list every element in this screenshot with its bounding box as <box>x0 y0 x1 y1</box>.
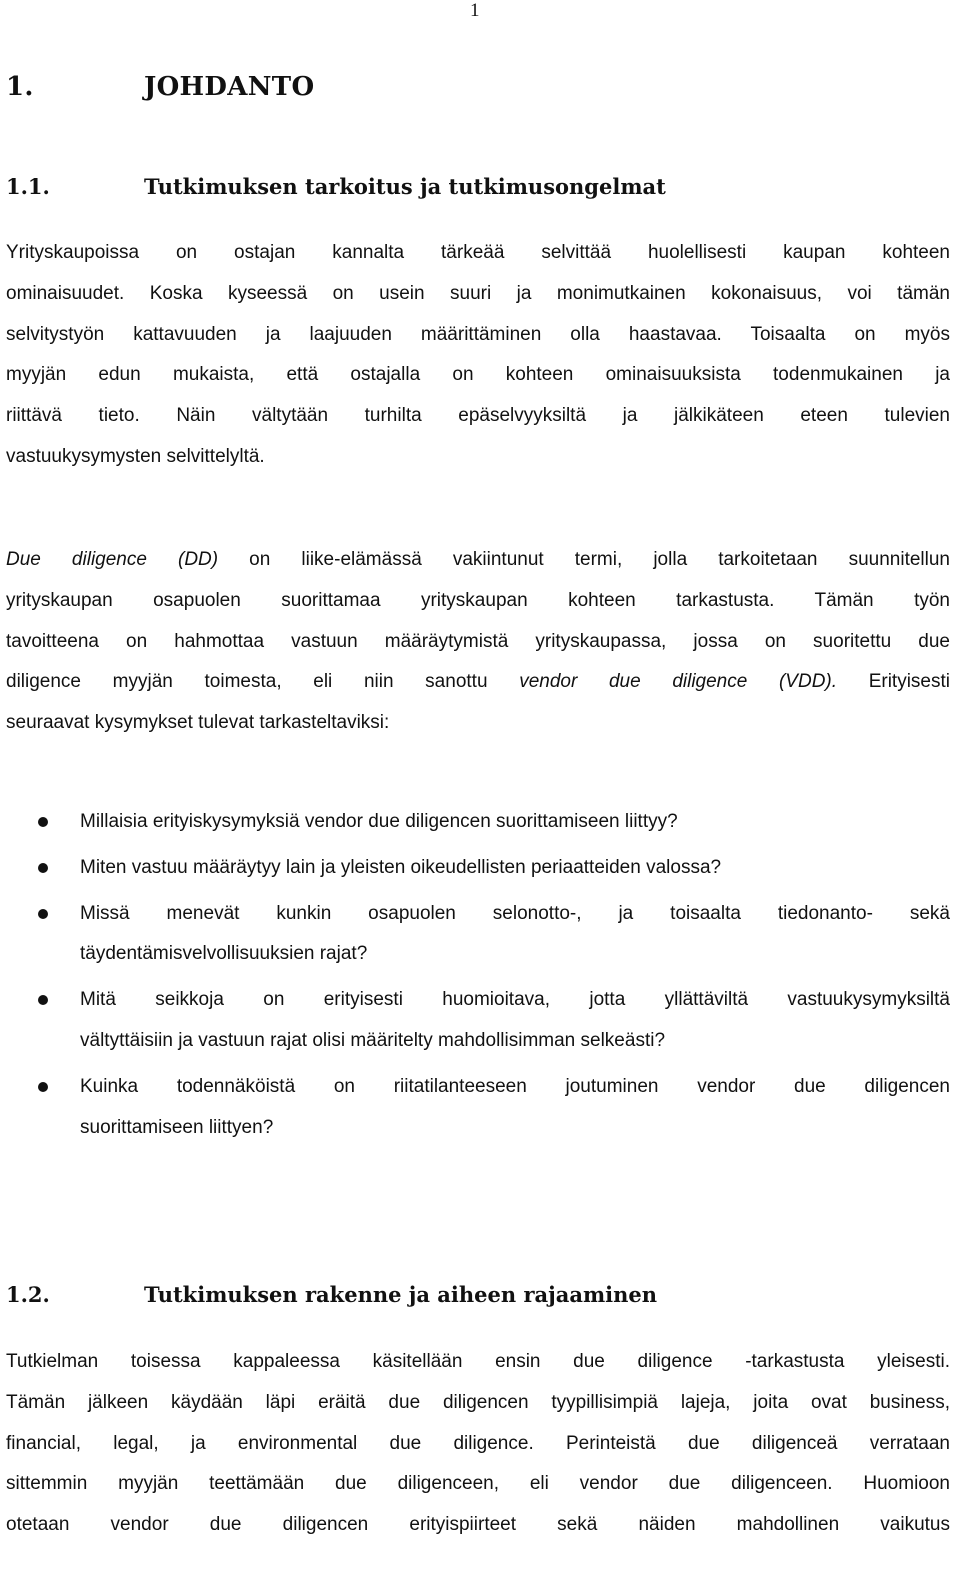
italic-term: Due diligence (DD) <box>6 549 219 570</box>
text-line: ominaisuudet. Koska kyseessä on usein suuri ja monimutkainen kokonaisuus, voi tämän <box>6 282 950 304</box>
bullet-icon <box>38 909 48 919</box>
text-line: selvitystyön kattavuuden ja laajuuden määrittäminen olla haastavaa. Toisaalta on myös <box>6 323 950 345</box>
section-title: Tutkimuksen tarkoitus ja tutkimusongelmat <box>144 174 666 199</box>
text-line: otetaan vendor due diligencen erityispiirteet sekä näiden mahdollinen vaikutus <box>6 1514 950 1536</box>
list-item-text: Kuinka todennäköistä on riitatilanteeseen joutuminen vendor due diligencen <box>80 1075 950 1097</box>
list-item-text: täydentämisvelvollisuuksien rajat? <box>80 943 368 965</box>
section-number: 1.1. <box>6 174 50 199</box>
text-line: Tutkielman toisessa kappaleessa käsitellään ensin due diligence -tarkastusta yleisesti. <box>6 1351 950 1372</box>
text-line: financial, legal, ja environmental due diligence. Perinteistä due diligenceä verrataan <box>6 1432 950 1454</box>
section-title: Tutkimuksen rakenne ja aiheen rajaaminen <box>144 1282 658 1307</box>
list-item <box>6 980 950 1062</box>
question-list <box>6 802 950 1148</box>
list-item-text: Missä menevät kunkin osapuolen selonotto-, ja toisaalta tiedonanto- sekä <box>80 902 950 924</box>
text-line: myyjän edun mukaista, että ostajalla on kohteen ominaisuuksista todenmukainen ja <box>6 364 950 386</box>
text-line: Due diligence (DD) on liike-elämässä vakiintunut termi, jolla tarkoitetaan suunnitellun <box>6 549 950 570</box>
chapter-number: 1. <box>6 72 34 102</box>
text-line: tavoitteena on hahmottaa vastuun määräytymistä yrityskaupassa, jossa on suoritettu due <box>6 630 950 652</box>
italic-term: vendor due diligence (VDD). <box>519 671 838 693</box>
text-line: Yrityskaupoissa on ostajan kannalta tärkeää selvittää huolellisesti kaupan kohteen <box>6 242 950 263</box>
list-item <box>6 894 950 976</box>
paragraph-structure <box>6 1342 950 1546</box>
bullet-icon <box>38 1082 48 1092</box>
section-number: 1.2. <box>6 1282 50 1307</box>
text-line: vastuukysymysten selvittelyltä. <box>6 445 265 467</box>
text-line: Tämän jälkeen käydään läpi eräitä due diligencen tyypillisimpiä lajeja, joita ovat business, <box>6 1391 950 1413</box>
text-line: diligence myyjän toimesta, eli niin sanottu vendor due diligence (VDD). Erityisesti <box>6 671 950 693</box>
section-heading-1-2 <box>6 1282 657 1307</box>
section-heading-1-1 <box>6 174 666 199</box>
bullet-icon <box>38 863 48 873</box>
text-line: sittemmin myyjän teettämään due diligenceen, eli vendor due diligenceen. Huomioon <box>6 1473 950 1495</box>
list-item <box>6 848 950 889</box>
list-item-text: Miten vastuu määräytyy lain ja yleisten oikeudellisten periaatteiden valossa? <box>80 856 722 878</box>
text-line: riittävä tieto. Näin vältytään turhilta epäselvyyksiltä ja jälkikäteen eteen tulevien <box>6 405 950 427</box>
list-item-text: vältyttäisiin ja vastuun rajat olisi määritelty mahdollisimman selkeästi? <box>80 1029 666 1051</box>
paragraph-intro <box>6 233 950 478</box>
list-item <box>6 802 950 843</box>
list-item-text: Millaisia erityiskysymyksiä vendor due diligencen suorittamiseen liittyy? <box>80 811 678 832</box>
chapter-heading <box>6 72 314 102</box>
bullet-icon <box>38 817 48 827</box>
list-item <box>6 1067 950 1149</box>
text-line: seuraavat kysymykset tulevat tarkasteltaviksi: <box>6 712 390 734</box>
list-item-text: suorittamiseen liittyen? <box>80 1116 274 1138</box>
list-item-text: Mitä seikkoja on erityisesti huomioitava, jotta yllättäviltä vastuukysymyksiltä <box>80 989 950 1011</box>
paragraph-due-diligence <box>6 540 950 744</box>
chapter-title: JOHDANTO <box>144 72 315 102</box>
page-number: 1 <box>470 0 480 21</box>
bullet-icon <box>38 995 48 1005</box>
text-line: yrityskaupan osapuolen suorittamaa yrityskaupan kohteen tarkastusta. Tämän työn <box>6 589 950 611</box>
